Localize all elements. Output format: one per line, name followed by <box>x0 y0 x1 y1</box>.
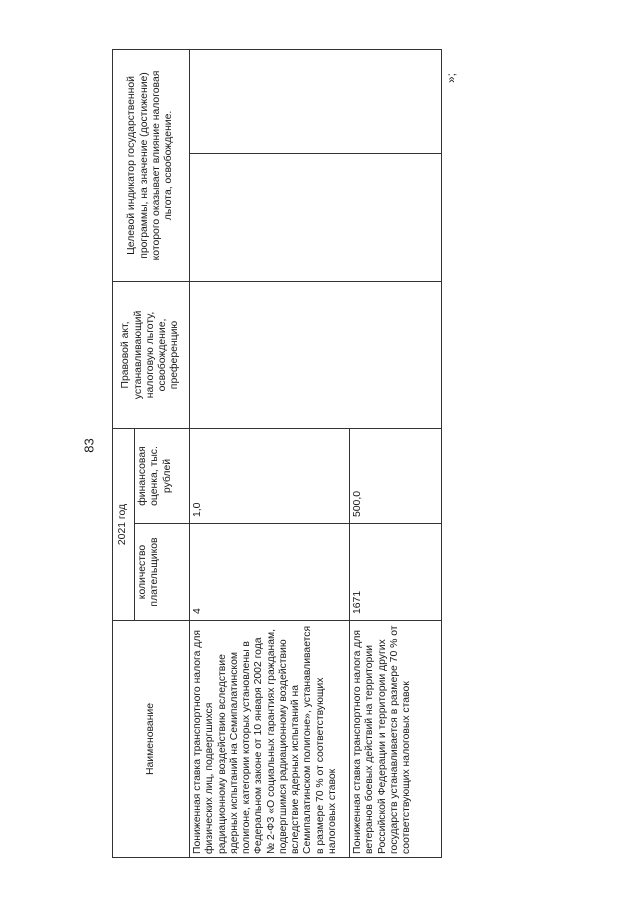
header-payers-count: количество плательщиков <box>135 524 190 621</box>
legal-act-cell <box>190 282 442 429</box>
header-legal-act: Правовой акт, устанавливающий налоговую льготу, освобождение, преференцию <box>113 282 190 429</box>
header-year: 2021 год <box>113 429 135 621</box>
table-row <box>190 49 350 857</box>
empty-right-cell <box>190 49 442 153</box>
target-indicator-cell <box>190 154 442 282</box>
row-name-cell: Пониженная ставка транспортного налога для ветеранов боевых действий на территории Российской Федерации и территории других государств устанавливается в размере 70 % от соответствующих налоговых ставок <box>350 621 442 858</box>
payers-count-cell: 4 <box>190 524 350 621</box>
header-name: Наименование <box>113 621 190 858</box>
payers-count-cell: 1671 <box>350 524 442 621</box>
closing-quote-mark: »; <box>444 72 459 84</box>
financial-estimate-cell: 1,0 <box>190 429 350 524</box>
header-target-indicator: Целевой индикатор государственной программы, на значение (достижение) которого оказывает влияние налоговая льгота, освобождение. <box>113 49 190 281</box>
tax-benefits-table <box>112 49 442 858</box>
header-financial-estimate: финансовая оценка, тыс. рублей <box>135 429 190 524</box>
financial-estimate-cell: 500,0 <box>350 429 442 524</box>
page-number: 83 <box>81 438 97 453</box>
row-name-cell: Пониженная ставка транспортного налога для физических лиц, подвергшихся радиационному воздействию вследствие ядерных испытаний на Семипалатинском полигоне, категории которых установлены в Федеральном законе от 10 января 2002 года № 2-ФЗ «О социальных гарантиях гражданам, подвергшимся радиационному воздействию вследствие ядерных испытаний на Семипалатинском полигоне», устанавливается в размере 70 % от соответствующих налоговых ставок <box>190 621 350 858</box>
